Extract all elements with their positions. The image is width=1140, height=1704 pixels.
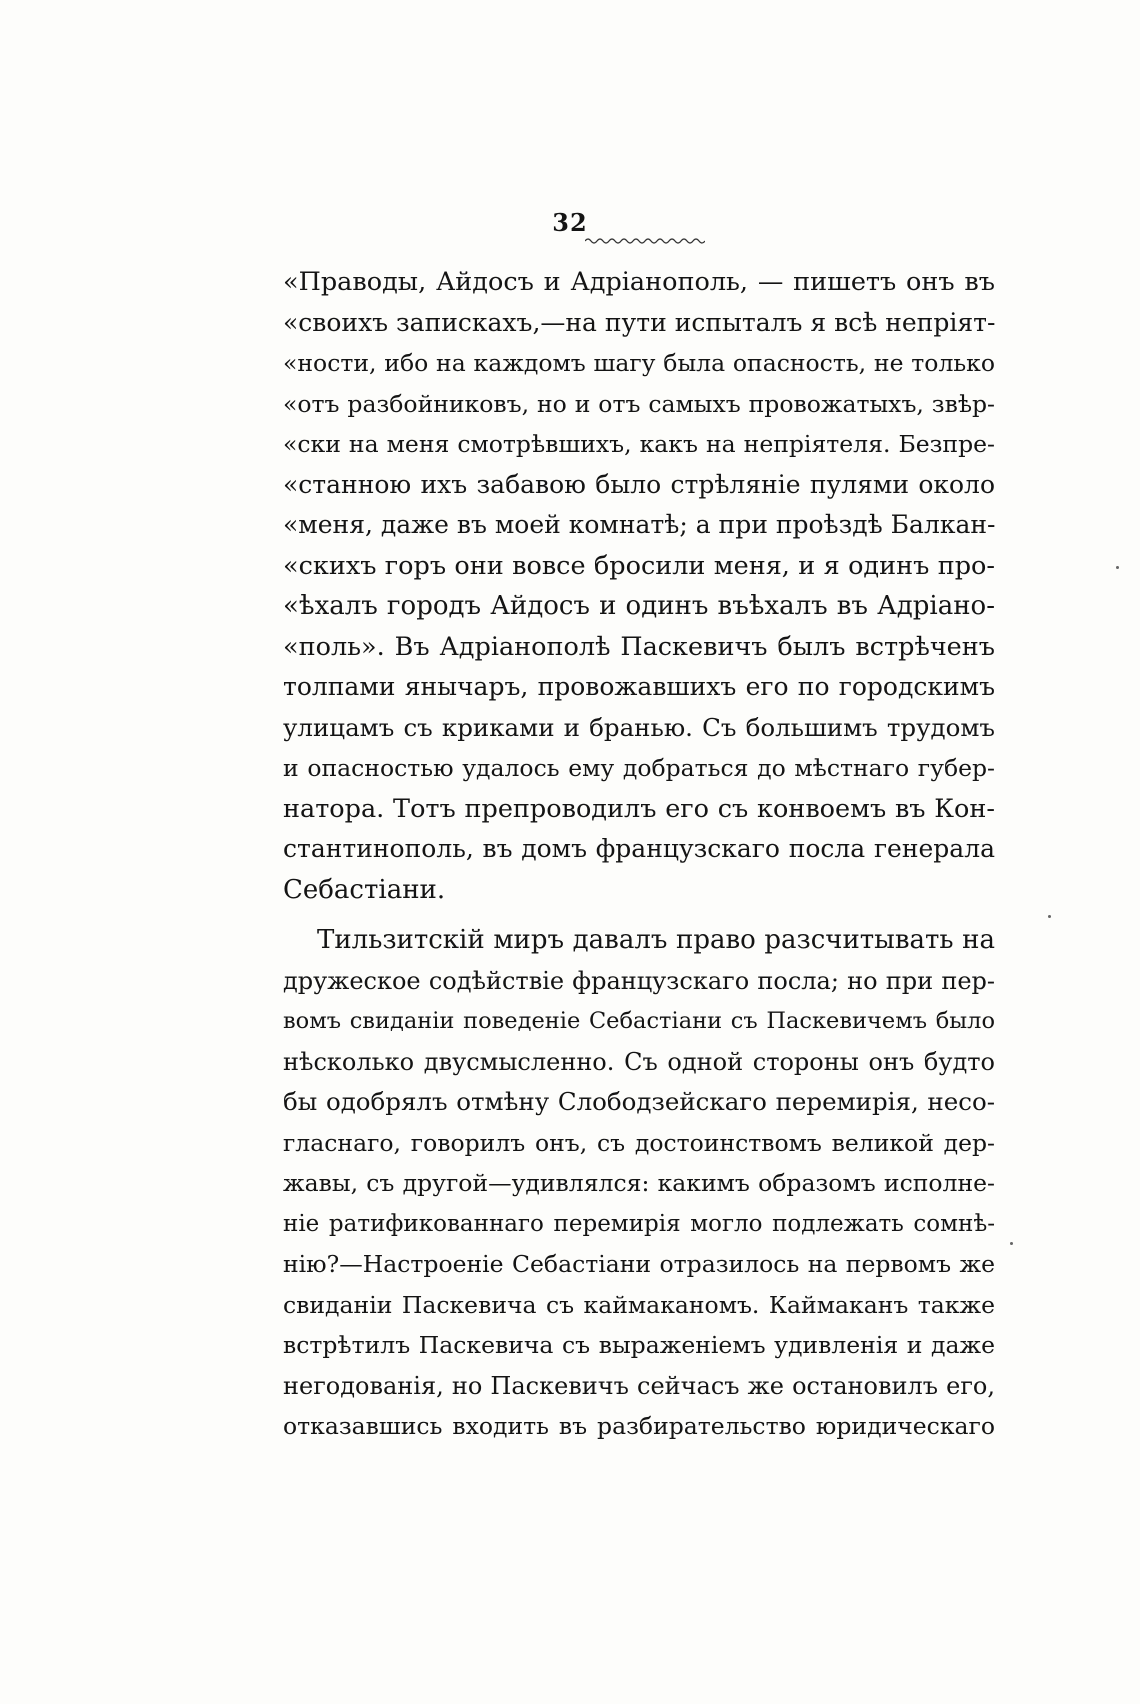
text-line: стантинополь, въ домъ французскаго посла генерала [283, 834, 995, 863]
text-line: «отъ разбойниковъ, но и отъ самыхъ провожатыхъ, звѣр- [283, 389, 995, 418]
text-line: нѣсколько двусмысленно. Съ одной стороны онъ будто [283, 1047, 995, 1076]
text-line: «ности, ибо на каждомъ шагу была опасность, не только [283, 349, 995, 377]
text-line: «ски на меня смотрѣвшихъ, какъ на непріятеля. Безпре- [283, 430, 995, 458]
text-line: «ѣхалъ городъ Айдосъ и одинъ въѣхалъ въ Адріано- [283, 591, 995, 621]
text-line: «скихъ горъ они вовсе бросили меня, и я одинъ про- [283, 550, 995, 581]
text-line: натора. Тотъ препроводилъ его съ конвоемъ въ Кон- [283, 793, 995, 824]
paragraph-gap [283, 910, 995, 920]
text-line: «Праводы, Айдосъ и Адріанополь, — пишетъ онъ въ [283, 267, 995, 297]
page-number: 32 [552, 208, 588, 237]
text-line: «своихъ запискахъ,—на пути испыталъ я всѣ непріят- [283, 307, 996, 337]
text-line: толпами янычаръ, провожавшихъ его по городскимъ [283, 672, 995, 701]
body-text [283, 262, 995, 1447]
text-line: встрѣтилъ Паскевича съ выраженіемъ удивленія и даже [283, 1331, 995, 1359]
paragraph-2 [283, 920, 995, 1447]
text-line: «станною ихъ забавою было стрѣляніе пулями около [283, 469, 995, 499]
text-line: гласнаго, говорилъ онъ, съ достоинствомъ великой дер- [283, 1128, 995, 1157]
text-line: дружеское содѣйствіе французскаго посла; но при пер- [283, 966, 995, 995]
text-line: жавы, съ другой—удивлялся: какимъ образомъ исполне- [283, 1169, 995, 1197]
text-line: Тильзитскій миръ давалъ право разсчитывать на [317, 925, 995, 955]
scan-speck [1048, 915, 1051, 918]
paragraph-1 [283, 262, 995, 910]
text-line: вомъ свиданіи поведеніе Себастіани съ Паскевичемъ было [283, 1008, 995, 1034]
text-line: улицамъ съ криками и бранью. Съ большимъ трудомъ [283, 712, 995, 742]
text-line: Себастіани. [283, 874, 446, 905]
text-line: свиданіи Паскевича съ каймаканомъ. Каймаканъ также [283, 1290, 995, 1319]
text-line: ніе ратификованнаго перемирія могло подлежать сомнѣ- [283, 1210, 995, 1237]
scan-speck [1116, 566, 1119, 569]
text-line: «поль». Въ Адріанополѣ Паскевичъ былъ встрѣченъ [283, 631, 995, 662]
text-line: нію?—Настроеніе Себастіани отразилось на первомъ же [283, 1250, 995, 1278]
decorative-wavy-rule [585, 236, 705, 246]
text-line: негодованія, но Паскевичъ сейчасъ же остановилъ его, [283, 1371, 995, 1400]
text-line: «меня, даже въ моей комнатѣ; а при проѣздѣ Балкан- [283, 510, 996, 539]
text-line: отказавшись входить въ разбирательство юридическаго [283, 1412, 995, 1440]
scan-speck [1010, 1242, 1013, 1245]
text-line: бы одобрялъ отмѣну Слободзейскаго перемирія, несо- [283, 1087, 995, 1116]
text-line: и опасностью удалось ему добраться до мѣстнаго губер- [283, 754, 995, 782]
